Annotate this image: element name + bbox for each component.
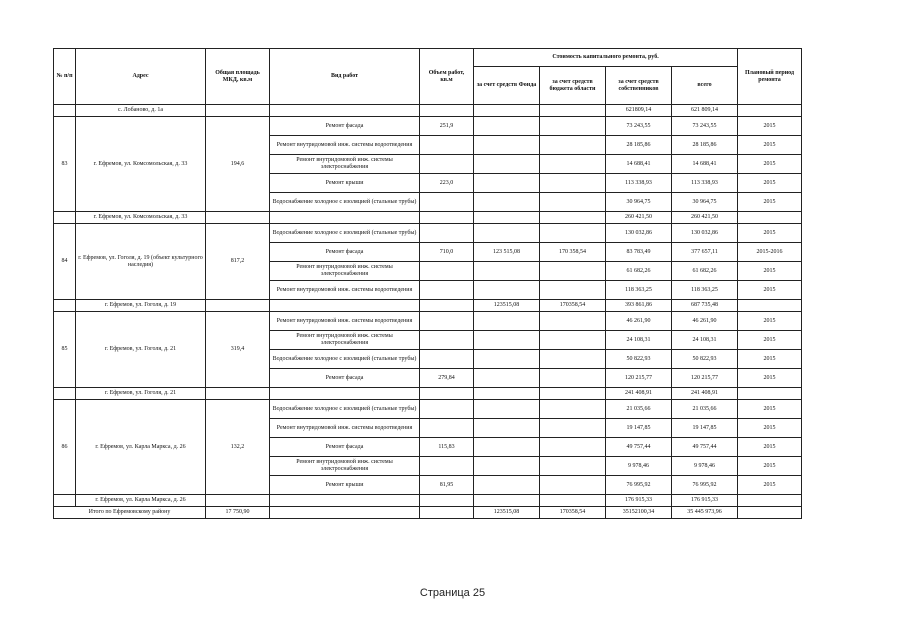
- subtotal-fund: [474, 105, 540, 117]
- subtotal-work-cell: [270, 388, 420, 400]
- row-address: г. Ефремов, ул. Гоголя, д. 21: [76, 312, 206, 388]
- subtotal-owners: 621809,14: [606, 105, 672, 117]
- row-owners: 61 682,26: [606, 262, 672, 281]
- header-area: Общая площадь МКД, кв.м: [206, 49, 270, 105]
- grand-total-fund: 123515,08: [474, 507, 540, 519]
- row-fund: [474, 419, 540, 438]
- row-period: 2015-2016: [738, 243, 802, 262]
- row-total: 19 147,85: [672, 419, 738, 438]
- subtotal-fund: [474, 495, 540, 507]
- subtotal-total: 621 809,14: [672, 105, 738, 117]
- grand-total-volume-cell: [420, 507, 474, 519]
- header-total: всего: [672, 67, 738, 105]
- subtotal-budget: [540, 388, 606, 400]
- header-volume: Объем работ, кв.м: [420, 49, 474, 105]
- row-volume: 279,84: [420, 369, 474, 388]
- row-fund: [474, 174, 540, 193]
- row-owners: 118 363,25: [606, 281, 672, 300]
- row-owners: 19 147,85: [606, 419, 672, 438]
- grand-total-row: [54, 507, 802, 519]
- subtotal-num-cell: [54, 105, 76, 117]
- row-period: 2015: [738, 438, 802, 457]
- row-work-type: Ремонт внутридомовой инж. системы электроснабжения: [270, 155, 420, 174]
- row-owners: 21 035,66: [606, 400, 672, 419]
- row-total: 118 363,25: [672, 281, 738, 300]
- row-period: 2015: [738, 400, 802, 419]
- row-work-type: Ремонт фасада: [270, 369, 420, 388]
- row-period: 2015: [738, 281, 802, 300]
- row-address: г. Ефремов, ул. Комсомольская, д. 33: [76, 117, 206, 212]
- row-volume: [420, 193, 474, 212]
- row-owners: 83 783,49: [606, 243, 672, 262]
- row-total: 9 978,46: [672, 457, 738, 476]
- row-work-type: Ремонт крыши: [270, 174, 420, 193]
- row-period: 2015: [738, 262, 802, 281]
- row-volume: 710,0: [420, 243, 474, 262]
- row-budget: [540, 476, 606, 495]
- header-fund: за счет средств Фонда: [474, 67, 540, 105]
- grand-total-work-cell: [270, 507, 420, 519]
- subtotal-volume-cell: [420, 495, 474, 507]
- row-budget: [540, 419, 606, 438]
- subtotal-row: [54, 105, 802, 117]
- subtotal-work-cell: [270, 105, 420, 117]
- table-row: [54, 400, 802, 419]
- header-address: Адрес: [76, 49, 206, 105]
- row-period: 2015: [738, 476, 802, 495]
- row-total: 28 185,86: [672, 136, 738, 155]
- grand-total-owners: 35152100,34: [606, 507, 672, 519]
- row-work-type: Ремонт внутридомовой инж. системы электроснабжения: [270, 331, 420, 350]
- row-budget: 170 358,54: [540, 243, 606, 262]
- subtotal-total: 241 408,91: [672, 388, 738, 400]
- subtotal-row: [54, 388, 802, 400]
- subtotal-owners: 393 861,86: [606, 300, 672, 312]
- row-owners: 76 995,92: [606, 476, 672, 495]
- row-budget: [540, 155, 606, 174]
- subtotal-label: г. Ефремов, ул. Гоголя, д. 21: [76, 388, 206, 400]
- row-volume: [420, 457, 474, 476]
- row-total: 120 215,77: [672, 369, 738, 388]
- row-volume: [420, 155, 474, 174]
- row-total: 24 108,31: [672, 331, 738, 350]
- row-number: 84: [54, 224, 76, 300]
- grand-total-total: 35 445 973,96: [672, 507, 738, 519]
- row-total: 130 032,86: [672, 224, 738, 243]
- subtotal-row: [54, 212, 802, 224]
- row-budget: [540, 350, 606, 369]
- subtotal-row: [54, 495, 802, 507]
- subtotal-budget: [540, 495, 606, 507]
- row-budget: [540, 438, 606, 457]
- header-num: № п/п: [54, 49, 76, 105]
- row-budget: [540, 400, 606, 419]
- row-period: 2015: [738, 155, 802, 174]
- row-work-type: Водоснабжение холодное с изоляцией (стальные трубы): [270, 400, 420, 419]
- row-fund: [474, 117, 540, 136]
- row-period: 2015: [738, 457, 802, 476]
- row-budget: [540, 457, 606, 476]
- subtotal-period-cell: [738, 300, 802, 312]
- row-fund: [474, 193, 540, 212]
- row-owners: 50 822,93: [606, 350, 672, 369]
- row-period: 2015: [738, 419, 802, 438]
- subtotal-owners: 260 421,50: [606, 212, 672, 224]
- row-period: 2015: [738, 174, 802, 193]
- row-owners: 30 964,75: [606, 193, 672, 212]
- row-work-type: Водоснабжение холодное с изоляцией (стальные трубы): [270, 350, 420, 369]
- row-fund: [474, 281, 540, 300]
- row-work-type: Водоснабжение холодное с изоляцией (стальные трубы): [270, 224, 420, 243]
- row-volume: [420, 136, 474, 155]
- row-period: 2015: [738, 193, 802, 212]
- row-volume: [420, 281, 474, 300]
- row-work-type: Ремонт фасада: [270, 243, 420, 262]
- header-period: Плановый период ремонта: [738, 49, 802, 105]
- subtotal-period-cell: [738, 388, 802, 400]
- row-volume: [420, 419, 474, 438]
- row-total: 30 964,75: [672, 193, 738, 212]
- capital-repair-table-wrapper: [53, 48, 802, 519]
- subtotal-fund: 123515,08: [474, 300, 540, 312]
- subtotal-num-cell: [54, 388, 76, 400]
- row-total: 14 688,41: [672, 155, 738, 174]
- row-fund: [474, 262, 540, 281]
- row-owners: 130 032,86: [606, 224, 672, 243]
- row-address: г. Ефремов, ул. Гоголя, д. 19 (объект культурного наследия): [76, 224, 206, 300]
- subtotal-work-cell: [270, 212, 420, 224]
- subtotal-area-cell: [206, 212, 270, 224]
- row-budget: [540, 174, 606, 193]
- row-total: 61 682,26: [672, 262, 738, 281]
- subtotal-row: [54, 300, 802, 312]
- subtotal-num-cell: [54, 495, 76, 507]
- subtotal-fund: [474, 212, 540, 224]
- row-fund: [474, 457, 540, 476]
- row-number: 85: [54, 312, 76, 388]
- row-work-type: Ремонт фасада: [270, 117, 420, 136]
- subtotal-num-cell: [54, 212, 76, 224]
- capital-repair-table: [53, 48, 802, 519]
- row-number: 86: [54, 400, 76, 495]
- row-total: 46 261,90: [672, 312, 738, 331]
- row-fund: [474, 400, 540, 419]
- header-cost-group: Стоимость капитального ремонта, руб.: [474, 49, 738, 67]
- grand-total-area: 17 750,90: [206, 507, 270, 519]
- subtotal-period-cell: [738, 495, 802, 507]
- row-fund: [474, 438, 540, 457]
- subtotal-volume-cell: [420, 105, 474, 117]
- subtotal-total: 176 915,33: [672, 495, 738, 507]
- row-volume: [420, 224, 474, 243]
- subtotal-area-cell: [206, 300, 270, 312]
- row-volume: [420, 312, 474, 331]
- subtotal-area-cell: [206, 105, 270, 117]
- table-row: [54, 224, 802, 243]
- row-area: 817,2: [206, 224, 270, 300]
- row-owners: 49 757,44: [606, 438, 672, 457]
- row-fund: [474, 312, 540, 331]
- row-volume: [420, 400, 474, 419]
- row-volume: [420, 262, 474, 281]
- table-row: [54, 312, 802, 331]
- subtotal-volume-cell: [420, 300, 474, 312]
- subtotal-label: г. Ефремов, ул. Комсомольская, д. 33: [76, 212, 206, 224]
- grand-total-label: Итого по Ефремовскому району: [54, 507, 206, 519]
- row-fund: [474, 155, 540, 174]
- subtotal-total: 260 421,50: [672, 212, 738, 224]
- row-work-type: Ремонт фасада: [270, 438, 420, 457]
- subtotal-budget: [540, 212, 606, 224]
- row-period: 2015: [738, 117, 802, 136]
- subtotal-work-cell: [270, 300, 420, 312]
- row-period: 2015: [738, 331, 802, 350]
- row-owners: 14 688,41: [606, 155, 672, 174]
- row-owners: 28 185,86: [606, 136, 672, 155]
- table-body: [54, 105, 802, 519]
- row-fund: 123 515,08: [474, 243, 540, 262]
- subtotal-area-cell: [206, 388, 270, 400]
- row-work-type: Ремонт внутридомовой инж. системы водоотведения: [270, 419, 420, 438]
- row-total: 377 657,11: [672, 243, 738, 262]
- row-number: 83: [54, 117, 76, 212]
- row-owners: 9 978,46: [606, 457, 672, 476]
- row-fund: [474, 369, 540, 388]
- subtotal-owners: 176 915,33: [606, 495, 672, 507]
- subtotal-period-cell: [738, 212, 802, 224]
- header-work-type: Вид работ: [270, 49, 420, 105]
- subtotal-label: г. Ефремов, ул. Карла Маркса, д. 26: [76, 495, 206, 507]
- row-budget: [540, 193, 606, 212]
- table-row: [54, 117, 802, 136]
- subtotal-label: г. Ефремов, ул. Гоголя, д. 19: [76, 300, 206, 312]
- row-fund: [474, 224, 540, 243]
- row-fund: [474, 350, 540, 369]
- row-volume: 223,0: [420, 174, 474, 193]
- row-work-type: Ремонт внутридомовой инж. системы электроснабжения: [270, 262, 420, 281]
- row-period: 2015: [738, 136, 802, 155]
- subtotal-label: с. Лобаново, д. 1а: [76, 105, 206, 117]
- subtotal-fund: [474, 388, 540, 400]
- row-owners: 73 243,55: [606, 117, 672, 136]
- row-budget: [540, 369, 606, 388]
- row-work-type: Ремонт внутридомовой инж. системы водоотведения: [270, 281, 420, 300]
- row-work-type: Водоснабжение холодное с изоляцией (стальные трубы): [270, 193, 420, 212]
- row-owners: 120 215,77: [606, 369, 672, 388]
- row-area: 194,6: [206, 117, 270, 212]
- row-budget: [540, 224, 606, 243]
- header-budget: за счет средств бюджета области: [540, 67, 606, 105]
- subtotal-area-cell: [206, 495, 270, 507]
- grand-total-period-cell: [738, 507, 802, 519]
- subtotal-total: 687 735,48: [672, 300, 738, 312]
- row-fund: [474, 476, 540, 495]
- row-period: 2015: [738, 350, 802, 369]
- row-total: 113 338,93: [672, 174, 738, 193]
- row-work-type: Ремонт крыши: [270, 476, 420, 495]
- row-work-type: Ремонт внутридомовой инж. системы водоотведения: [270, 136, 420, 155]
- row-budget: [540, 262, 606, 281]
- row-area: 132,2: [206, 400, 270, 495]
- header-owners: за счет средств собственников: [606, 67, 672, 105]
- row-volume: 81,95: [420, 476, 474, 495]
- row-total: 21 035,66: [672, 400, 738, 419]
- subtotal-budget: [540, 105, 606, 117]
- grand-total-budget: 170358,54: [540, 507, 606, 519]
- row-budget: [540, 312, 606, 331]
- row-total: 73 243,55: [672, 117, 738, 136]
- subtotal-budget: 170358,54: [540, 300, 606, 312]
- row-period: 2015: [738, 224, 802, 243]
- row-fund: [474, 136, 540, 155]
- subtotal-work-cell: [270, 495, 420, 507]
- row-budget: [540, 331, 606, 350]
- row-fund: [474, 331, 540, 350]
- row-volume: [420, 331, 474, 350]
- row-owners: 24 108,31: [606, 331, 672, 350]
- row-area: 319,4: [206, 312, 270, 388]
- row-period: 2015: [738, 369, 802, 388]
- row-volume: 115,83: [420, 438, 474, 457]
- row-total: 50 822,93: [672, 350, 738, 369]
- row-address: г. Ефремов, ул. Карла Маркса, д. 26: [76, 400, 206, 495]
- subtotal-volume-cell: [420, 212, 474, 224]
- subtotal-owners: 241 408,91: [606, 388, 672, 400]
- page-number: Страница 25: [419, 587, 486, 599]
- subtotal-num-cell: [54, 300, 76, 312]
- row-work-type: Ремонт внутридомовой инж. системы водоотведения: [270, 312, 420, 331]
- row-total: 49 757,44: [672, 438, 738, 457]
- subtotal-volume-cell: [420, 388, 474, 400]
- row-owners: 113 338,93: [606, 174, 672, 193]
- row-period: 2015: [738, 312, 802, 331]
- subtotal-period-cell: [738, 105, 802, 117]
- row-budget: [540, 281, 606, 300]
- row-budget: [540, 117, 606, 136]
- row-volume: [420, 350, 474, 369]
- row-budget: [540, 136, 606, 155]
- row-volume: 251,9: [420, 117, 474, 136]
- row-total: 76 995,92: [672, 476, 738, 495]
- row-work-type: Ремонт внутридомовой инж. системы электроснабжения: [270, 457, 420, 476]
- row-owners: 46 261,90: [606, 312, 672, 331]
